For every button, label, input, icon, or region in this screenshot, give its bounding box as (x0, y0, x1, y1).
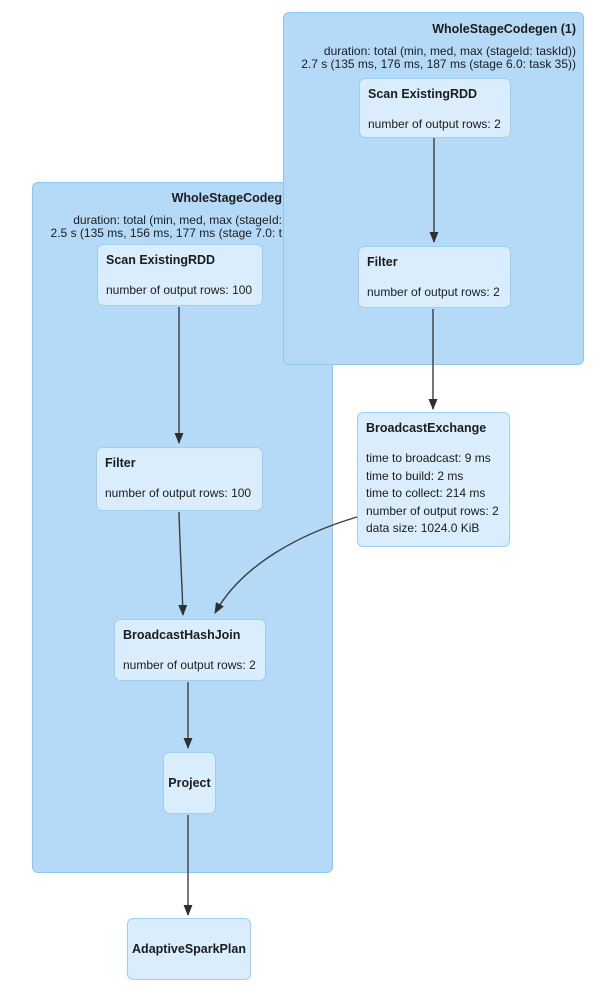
cluster-title: WholeStageCodeg (171, 191, 282, 205)
node-metric: number of output rows: 100 (105, 486, 252, 500)
node-title: BroadcastHashJoin (123, 628, 241, 642)
node-metric: number of output rows: 2 (367, 285, 500, 299)
node-metric: time to collect: 214 ms (366, 486, 486, 500)
cluster-title: WholeStageCodegen (1) (432, 22, 576, 36)
node-title: Scan ExistingRDD (106, 253, 216, 267)
node-broadcasthashjoin[interactable] (114, 619, 266, 681)
cluster-header (301, 22, 576, 71)
node-metric: time to broadcast: 9 ms (366, 451, 491, 465)
node-title: Filter (367, 255, 398, 269)
node-metric: data size: 1024.0 KiB (366, 521, 480, 535)
node-metric: time to build: 2 ms (366, 468, 464, 483)
cluster-header (51, 191, 282, 240)
node-project[interactable] (163, 752, 216, 814)
node-title: Scan ExistingRDD (368, 87, 478, 101)
node-metric: number of output rows: 100 (106, 283, 253, 297)
node-title: AdaptiveSparkPlan (132, 941, 246, 956)
node-filter-1[interactable] (358, 246, 511, 308)
cluster-duration-line: 2.5 s (135 ms, 156 ms, 177 ms (stage 7.0: t (50, 226, 282, 240)
node-metric: number of output rows: 2 (366, 503, 499, 518)
cluster-duration-line: duration: total (min, med, max (stageId: taskId)) (323, 44, 576, 58)
node-broadcastexchange[interactable] (357, 412, 510, 547)
node-adaptivesparkplan[interactable] (127, 918, 251, 980)
node-metric: number of output rows: 2 (368, 117, 501, 131)
cluster-duration-line: 2.7 s (135 ms, 176 ms, 187 ms (stage 6.0: task 35)) (301, 57, 576, 71)
node-title: Filter (105, 456, 136, 470)
node-metric: number of output rows: 2 (123, 658, 256, 672)
node-filter-2[interactable] (96, 447, 263, 511)
node-title: Project (168, 775, 211, 790)
node-scan-existingrdd-2[interactable] (97, 244, 263, 306)
node-title: BroadcastExchange (366, 421, 487, 435)
node-scan-existingrdd-1[interactable] (359, 78, 511, 138)
cluster-wholestagecodegen-1 (283, 12, 584, 365)
cluster-duration-line: duration: total (min, med, max (stageId: (73, 213, 282, 227)
